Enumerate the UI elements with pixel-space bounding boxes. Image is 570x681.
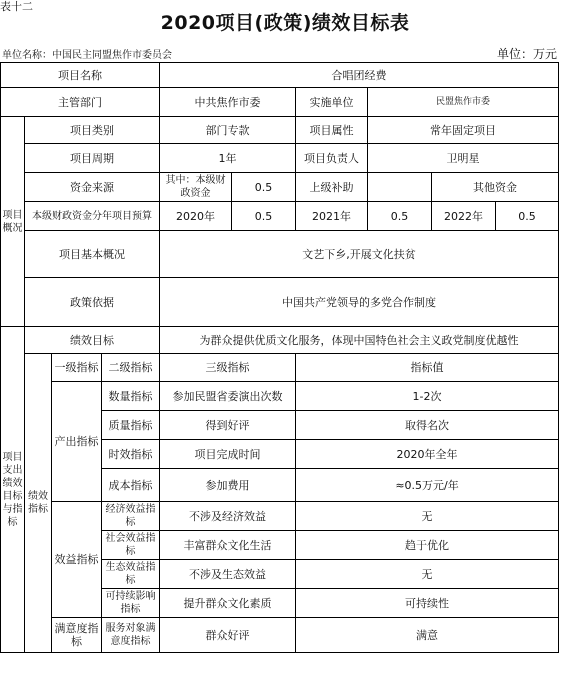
value-cell: 无 [296, 560, 559, 589]
project-name-label: 项目名称 [1, 63, 160, 88]
budget-amount-2: 0.5 [368, 202, 432, 231]
row-period [1, 144, 559, 173]
policy-label: 政策依据 [25, 278, 160, 327]
value-cell: 满意 [296, 618, 559, 653]
value-cell: 趋于优化 [296, 531, 559, 560]
indicator-side-label: 绩效指标 [25, 354, 52, 653]
table-row [1, 618, 559, 653]
level2-cell: 生态效益指标 [102, 560, 160, 589]
owner-label: 项目负责人 [296, 144, 368, 173]
level3-cell: 群众好评 [160, 618, 296, 653]
funding-own-label: 其中：本级财政资金 [160, 173, 232, 202]
level3-cell: 项目完成时间 [160, 440, 296, 469]
value-cell: 1-2次 [296, 382, 559, 411]
funding-own-value: 0.5 [232, 173, 296, 202]
level3-cell: 参加费用 [160, 469, 296, 502]
project-name-value: 合唱团经费 [160, 63, 559, 88]
currency-unit: 单位：万元 [496, 47, 557, 61]
category-value: 部门专款 [160, 117, 296, 144]
table-row [1, 382, 559, 411]
basic-overview-label: 项目基本概况 [25, 231, 160, 278]
table-row [1, 502, 559, 531]
policy-value: 中国共产党领导的多党合作制度 [160, 278, 559, 327]
performance-table [0, 62, 559, 653]
value-cell: 取得名次 [296, 411, 559, 440]
level2-cell: 时效指标 [102, 440, 160, 469]
level2-cell: 质量指标 [102, 411, 160, 440]
benefit-indicator-label: 效益指标 [52, 502, 102, 618]
budget-year-1: 2020年 [160, 202, 232, 231]
basic-overview-value: 文艺下乡,开展文化扶贫 [160, 231, 559, 278]
unit-name: 单位名称：中国民主同盟焦作市委员会 [2, 50, 172, 61]
level2-cell: 数量指标 [102, 382, 160, 411]
value-cell: 无 [296, 502, 559, 531]
corner-label: 表十二 [0, 0, 33, 13]
level3-cell: 参加民盟省委演出次数 [160, 382, 296, 411]
page-title: 2020项目(政策)绩效目标表 [160, 12, 410, 34]
impl-unit-value: 民盟焦作市委 [368, 88, 559, 117]
impl-unit-label: 实施单位 [296, 88, 368, 117]
category-label: 项目类别 [25, 117, 160, 144]
header-level3: 三级指标 [160, 354, 296, 382]
level3-cell: 得到好评 [160, 411, 296, 440]
output-indicator-label: 产出指标 [52, 382, 102, 502]
row-budget [1, 202, 559, 231]
attribute-value: 常年固定项目 [368, 117, 559, 144]
funding-superior-value [368, 173, 432, 202]
department-value: 中共焦作市委 [160, 88, 296, 117]
overview-side-label: 项目概况 [1, 117, 25, 327]
value-cell: 可持续性 [296, 589, 559, 618]
funding-other-label: 其他资金 [432, 173, 559, 202]
value-cell: ≈0.5万元/年 [296, 469, 559, 502]
level3-cell: 丰富群众文化生活 [160, 531, 296, 560]
row-funding [1, 173, 559, 202]
budget-label: 本级财政资金分年项目预算 [25, 202, 160, 231]
row-goal [1, 327, 559, 354]
period-label: 项目周期 [25, 144, 160, 173]
budget-year-3: 2022年 [432, 202, 496, 231]
row-basic-overview [1, 231, 559, 278]
attribute-label: 项目属性 [296, 117, 368, 144]
level2-cell: 成本指标 [102, 469, 160, 502]
satisfaction-indicator-label: 满意度指标 [52, 618, 102, 653]
level2-cell: 经济效益指标 [102, 502, 160, 531]
level2-cell: 可持续影响指标 [102, 589, 160, 618]
budget-year-2: 2021年 [296, 202, 368, 231]
budget-amount-1: 0.5 [232, 202, 296, 231]
level3-cell: 提升群众文化素质 [160, 589, 296, 618]
level2-cell: 社会效益指标 [102, 531, 160, 560]
owner-value: 卫明星 [368, 144, 559, 173]
budget-amount-3: 0.5 [496, 202, 559, 231]
funding-superior-label: 上级补助 [296, 173, 368, 202]
value-cell: 2020年全年 [296, 440, 559, 469]
row-project-name [1, 63, 559, 88]
row-policy [1, 278, 559, 327]
funding-label: 资金来源 [25, 173, 160, 202]
level3-cell: 不涉及经济效益 [160, 502, 296, 531]
header-level2: 二级指标 [102, 354, 160, 382]
row-department [1, 88, 559, 117]
row-indicator-header [1, 354, 559, 382]
goal-value: 为群众提供优质文化服务，体现中国特色社会主义政党制度优越性 [160, 327, 559, 354]
period-value: 1年 [160, 144, 296, 173]
row-category [1, 117, 559, 144]
level2-cell: 服务对象满意度指标 [102, 618, 160, 653]
goal-label: 绩效目标 [25, 327, 160, 354]
header-level1: 一级指标 [52, 354, 102, 382]
department-label: 主管部门 [1, 88, 160, 117]
performance-side-label: 项目支出绩效目标与指标 [1, 327, 25, 653]
header-value: 指标值 [296, 354, 559, 382]
level3-cell: 不涉及生态效益 [160, 560, 296, 589]
